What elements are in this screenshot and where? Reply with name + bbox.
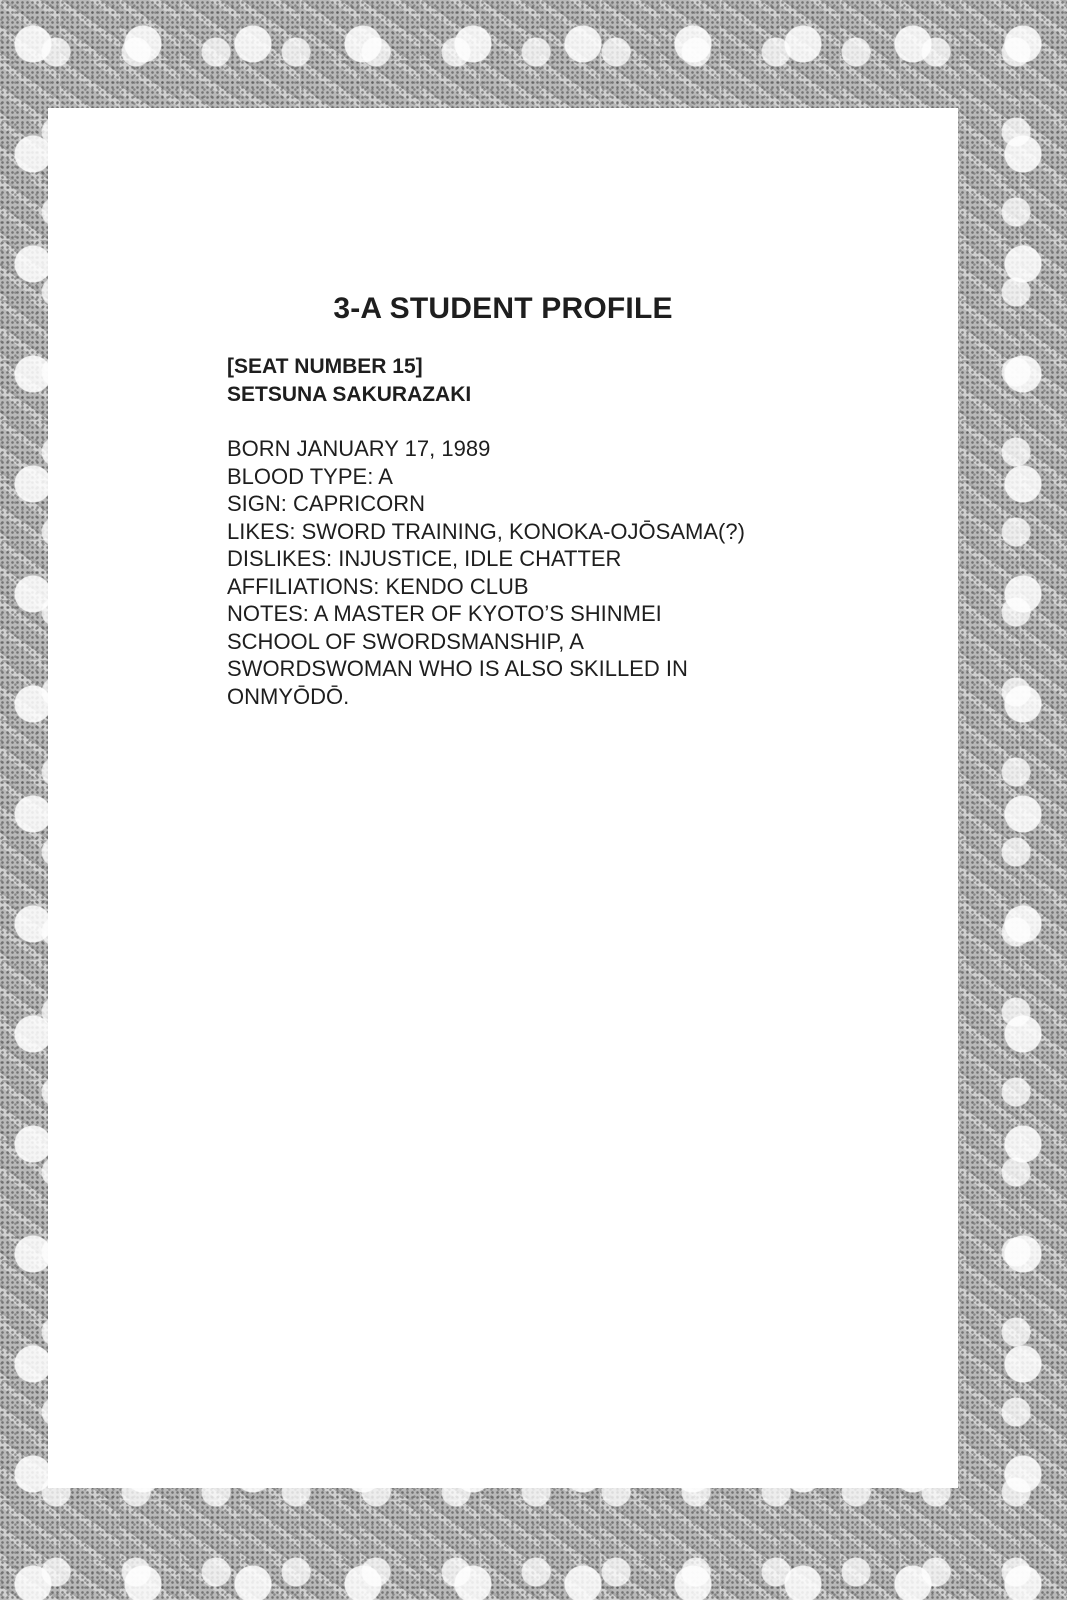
student-name: SETSUNA SAKURAZAKI	[227, 382, 472, 406]
detail-blood-type: BLOOD TYPE: A	[227, 463, 393, 489]
profile-body	[227, 353, 847, 710]
detail-notes-cont-2: SWORDSWOMAN WHO IS ALSO SKILLED IN	[227, 656, 688, 681]
detail-dislikes: DISLIKES: INJUSTICE, IDLE CHATTER	[227, 546, 622, 571]
profile-panel	[48, 108, 958, 1488]
detail-sign: SIGN: CAPRICORN	[227, 491, 426, 516]
detail-likes: LIKES: SWORD TRAINING, KONOKA-OJŌSAMA(?)	[227, 518, 745, 544]
spacer	[227, 408, 847, 435]
seat-number: [SEAT NUMBER 15]	[227, 355, 423, 378]
detail-birth: BORN JANUARY 17, 1989	[227, 436, 491, 461]
detail-notes-cont-3: ONMYŌDŌ.	[227, 683, 350, 709]
detail-notes: NOTES: A MASTER OF KYOTO’S SHINMEI	[227, 601, 662, 626]
detail-notes-cont-1: SCHOOL OF SWORDSMANSHIP, A	[227, 628, 584, 654]
page-title: 3-A STUDENT PROFILE	[333, 292, 673, 325]
detail-affiliations: AFFILIATIONS: KENDO CLUB	[227, 573, 529, 599]
